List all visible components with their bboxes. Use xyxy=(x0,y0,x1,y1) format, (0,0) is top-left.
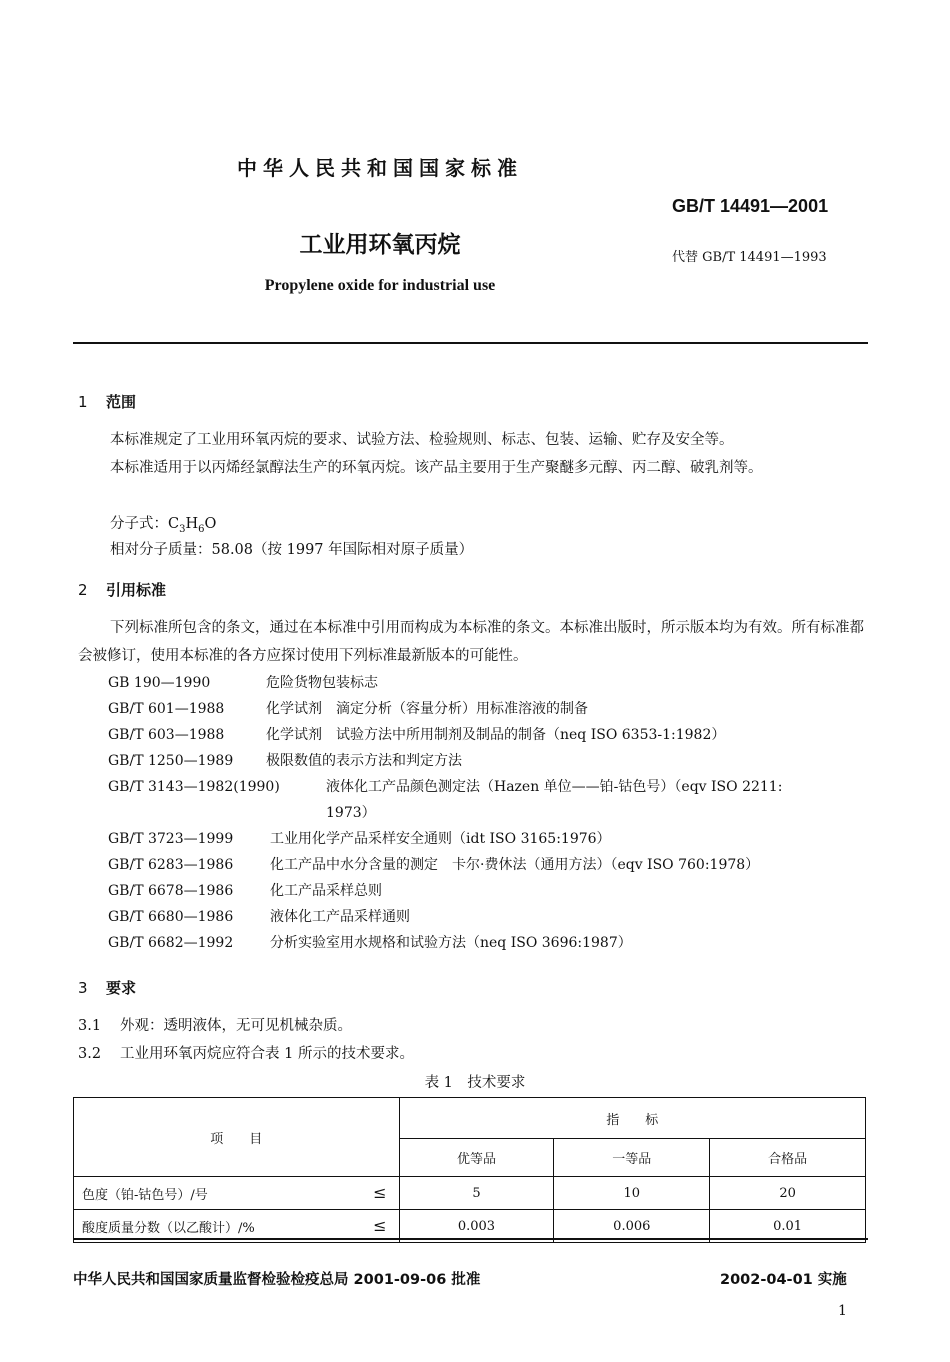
approval-statement: 中华人民共和国国家质量监督检验检疫总局 2001-09-06 批准 xyxy=(73,1272,481,1288)
clause-3-1: 3.1 外观：透明液体，无可见机械杂质。 xyxy=(78,1018,352,1034)
reference-item: GB/T 603—1988 化学试剂 试验方法中所用制剂及制品的制备（neq ISO 6353-1:1982） xyxy=(108,727,726,743)
section-2-number: 2 xyxy=(78,581,88,599)
section-2-title: 引用标准 xyxy=(106,581,167,599)
reference-item: GB/T 6682—1992 分析实验室用水规格和试验方法（neq ISO 3696:1987） xyxy=(108,935,632,951)
national-standard-heading: 中华人民共和国国家标准 xyxy=(237,156,523,180)
normative-references-intro: 下列标准所包含的条文，通过在本标准中引用而构成为本标准的条文。本标准出版时，所示版本均为有效。所有标准都会被修订，使用本标准的各方应探讨使用下列标准最新版本的可能性。 xyxy=(78,620,864,664)
scope-paragraph-2: 本标准适用于以丙烯经氯醇法生产的环氧丙烷。该产品主要用于生产聚醚多元醇、丙二醇、破乳剂等。 xyxy=(110,460,763,476)
clause-3-2: 3.2 工业用环氧丙烷应符合表 1 所示的技术要求。 xyxy=(78,1046,414,1062)
reference-item: GB/T 6680—1986 液体化工产品采样通则 xyxy=(108,909,410,925)
section-1-title: 范围 xyxy=(106,393,137,411)
section-3-title: 要求 xyxy=(106,979,137,997)
section-2-heading xyxy=(78,579,166,600)
reference-item: GB/T 601—1988 化学试剂 滴定分析（容量分析）用标准溶液的制备 xyxy=(108,701,588,717)
page-number: 1 xyxy=(838,1303,847,1319)
molecular-mass: 相对分子质量：58.08（按 1997 年国际相对原子质量） xyxy=(110,542,474,558)
reference-item: GB/T 6283—1986 化工产品中水分含量的测定 卡尔·费休法（通用方法）（eqv ISO 760:1978） xyxy=(108,857,760,873)
effective-date: 2002-04-01 实施 xyxy=(720,1272,847,1288)
reference-item: GB/T 3143—1982(1990) 液体化工产品颜色测定法（Hazen 单位——铂-钴色号）（eqv ISO 2211: xyxy=(108,779,783,795)
index-column-header: 指 标 xyxy=(399,1098,865,1139)
document-title-cn: 工业用环氧丙烷 xyxy=(299,232,461,258)
grade-header: 合格品 xyxy=(710,1139,866,1177)
footer-divider xyxy=(73,1238,868,1240)
grade-header: 一等品 xyxy=(554,1139,710,1177)
reference-item: GB/T 3723—1999 工业用化学产品采样安全通则（idt ISO 3165:1976） xyxy=(108,831,611,847)
table-row: 色度（铂-钴色号）/号 ≤ 5 10 20 xyxy=(74,1177,866,1210)
section-1-heading xyxy=(78,391,136,412)
table-caption: 表 1 技术要求 xyxy=(424,1075,526,1091)
scope-paragraph-1: 本标准规定了工业用环氧丙烷的要求、试验方法、检验规则、标志、包装、运输、贮存及安全等。 xyxy=(110,432,734,448)
reference-item: GB/T 1250—1989 极限数值的表示方法和判定方法 xyxy=(108,753,462,769)
item-column-header: 项 目 xyxy=(74,1098,400,1177)
document-title-en: Propylene oxide for industrial use xyxy=(264,277,496,294)
table-row: 酸度质量分数（以乙酸计）/% ≤ 0.003 0.006 0.01 xyxy=(74,1210,866,1243)
reference-item: GB/T 6678—1986 化工产品采样总则 xyxy=(108,883,382,899)
section-3-number: 3 xyxy=(78,979,88,997)
molecular-formula: 分子式：$C_3H_6O$ xyxy=(110,516,217,535)
grade-header: 优等品 xyxy=(399,1139,554,1177)
technical-requirements-table xyxy=(73,1097,866,1243)
section-1-number: 1 xyxy=(78,393,88,411)
reference-item: GB 190—1990 危险货物包装标志 xyxy=(108,675,378,691)
standard-code: GB/T 14491—2001 xyxy=(672,196,829,216)
replaces-standard: 代替 GB/T 14491—1993 xyxy=(672,250,827,265)
reference-item-continuation: 1973） xyxy=(326,805,376,821)
header-divider xyxy=(73,342,868,344)
section-3-heading xyxy=(78,977,136,998)
